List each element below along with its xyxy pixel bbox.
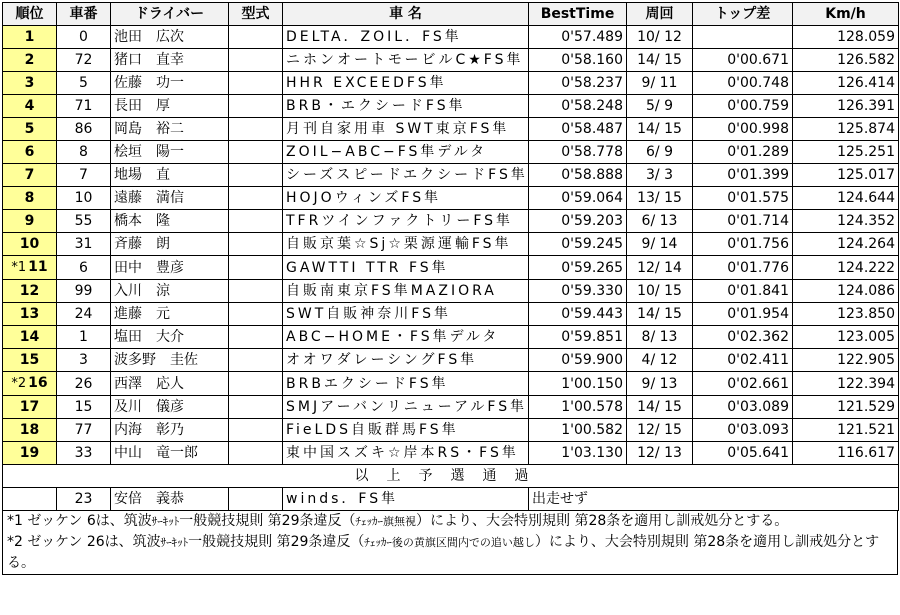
table-row: [3, 396, 899, 419]
status-cell: 出走せず: [529, 488, 899, 511]
model-cell: [229, 396, 283, 419]
speed-cell: 124.222: [793, 256, 899, 280]
driver-cell: 入川 涼: [111, 280, 229, 303]
position-cell: [3, 349, 57, 372]
laps-cell: 9/ 13: [627, 372, 693, 396]
position-value: 19: [19, 445, 40, 461]
model-cell: [229, 256, 283, 280]
position-cell: [3, 442, 57, 465]
gap-cell: 0'01.776: [693, 256, 793, 280]
position-value: 10: [19, 236, 40, 252]
best-time-cell: 0'59.064: [529, 187, 627, 210]
best-time-cell: 0'58.160: [529, 49, 627, 72]
gap-cell: 0'03.093: [693, 419, 793, 442]
column-header: 型式: [229, 3, 283, 26]
speed-cell: 123.850: [793, 303, 899, 326]
car-name-cell: winds．FS隼: [283, 488, 529, 511]
car-name-cell: 東中国スズキ☆岸本RS・FS隼: [283, 442, 529, 465]
position-cell: [3, 187, 57, 210]
car-name-cell: TFRツインファクトリーFS隼: [283, 210, 529, 233]
best-time-cell: 0'58.237: [529, 72, 627, 95]
gap-cell: 0'01.289: [693, 141, 793, 164]
position-cell: [3, 419, 57, 442]
model-cell: [229, 326, 283, 349]
position-cell: [3, 26, 57, 49]
note-text: 一般競技規則 第29条違反（: [179, 513, 356, 529]
model-cell: [229, 72, 283, 95]
best-time-cell: 0'58.487: [529, 118, 627, 141]
car-number-cell: 1: [57, 326, 111, 349]
car-name-cell: 月刊自家用車 SWT東京FS隼: [283, 118, 529, 141]
position-value: 17: [19, 399, 40, 415]
best-time-cell: 0'59.851: [529, 326, 627, 349]
car-name-cell: ZOIL−ABC−FS隼デルタ: [283, 141, 529, 164]
position-cell: [3, 49, 57, 72]
laps-cell: 8/ 13: [627, 326, 693, 349]
position-value: 2: [24, 52, 35, 68]
speed-cell: 122.905: [793, 349, 899, 372]
driver-cell: 佐藤 功一: [111, 72, 229, 95]
laps-cell: 13/ 15: [627, 187, 693, 210]
position-value: 4: [24, 98, 35, 114]
column-header: BestTime: [529, 3, 627, 26]
driver-cell: 及川 儀彦: [111, 396, 229, 419]
column-header: ドライバー: [111, 3, 229, 26]
car-number-cell: 8: [57, 141, 111, 164]
position-value: 8: [24, 190, 35, 206]
table-row: [3, 442, 899, 465]
table-row: [3, 72, 899, 95]
model-cell: [229, 26, 283, 49]
best-time-cell: 0'59.443: [529, 303, 627, 326]
table-row: [3, 349, 899, 372]
car-name-cell: 自販京葉☆Sj☆栗源運輸FS隼: [283, 233, 529, 256]
driver-cell: 波多野 圭佐: [111, 349, 229, 372]
position-cell: [3, 210, 57, 233]
laps-cell: 12/ 13: [627, 442, 693, 465]
car-number-cell: 72: [57, 49, 111, 72]
laps-cell: 12/ 14: [627, 256, 693, 280]
laps-cell: 9/ 11: [627, 72, 693, 95]
driver-cell: 中山 竜一郎: [111, 442, 229, 465]
position-cell: [3, 280, 57, 303]
car-number-cell: 15: [57, 396, 111, 419]
speed-cell: 121.521: [793, 419, 899, 442]
position-value: 18: [19, 422, 40, 438]
speed-cell: 123.005: [793, 326, 899, 349]
model-cell: [229, 349, 283, 372]
position-cell: [3, 164, 57, 187]
car-number-cell: 31: [57, 233, 111, 256]
speed-cell: 124.264: [793, 233, 899, 256]
car-number-cell: 33: [57, 442, 111, 465]
position-cell: [3, 256, 57, 280]
model-cell: [229, 210, 283, 233]
position-cell: [3, 396, 57, 419]
position-value: 6: [24, 144, 35, 160]
table-row: [3, 372, 899, 396]
penalty-note: [7, 511, 897, 532]
best-time-cell: 0'59.900: [529, 349, 627, 372]
best-time-cell: 0'58.778: [529, 141, 627, 164]
driver-cell: 猪口 直幸: [111, 49, 229, 72]
car-name-cell: BRBエクシードFS隼: [283, 372, 529, 396]
best-time-cell: 0'59.265: [529, 256, 627, 280]
position-cell: [3, 118, 57, 141]
qualified-label: 以上予選通過: [3, 465, 899, 488]
car-number-cell: 3: [57, 349, 111, 372]
car-name-cell: SMJアーバンリニューアルFS隼: [283, 396, 529, 419]
speed-cell: 122.394: [793, 372, 899, 396]
gap-cell: 0'00.759: [693, 95, 793, 118]
position-value: 3: [24, 75, 35, 91]
table-row: [3, 233, 899, 256]
table-row: [3, 141, 899, 164]
speed-cell: 121.529: [793, 396, 899, 419]
position-value: 15: [19, 352, 40, 368]
position-value: 7: [24, 167, 35, 183]
dns-row: [3, 488, 899, 511]
note-text: *1 ゼッケン 6は、筑波: [7, 513, 152, 529]
speed-cell: 125.874: [793, 118, 899, 141]
car-number-cell: 26: [57, 372, 111, 396]
penalty-note-mark: *2: [11, 376, 27, 391]
speed-cell: 116.617: [793, 442, 899, 465]
note-text: *2 ゼッケン 26は、筑波: [7, 534, 161, 550]
speed-cell: 126.391: [793, 95, 899, 118]
gap-cell: 0'00.748: [693, 72, 793, 95]
car-number-cell: 71: [57, 95, 111, 118]
model-cell: [229, 95, 283, 118]
gap-cell: 0'01.756: [693, 233, 793, 256]
car-name-cell: SWT自販神奈川FS隼: [283, 303, 529, 326]
column-header: 順位: [3, 3, 57, 26]
gap-cell: 0'01.575: [693, 187, 793, 210]
table-row: [3, 26, 899, 49]
position-cell: [3, 488, 57, 511]
model-cell: [229, 141, 283, 164]
speed-cell: 128.059: [793, 26, 899, 49]
car-number-cell: 77: [57, 419, 111, 442]
note-text: ｻｰｷｯﾄ: [160, 536, 189, 549]
position-value: 5: [24, 121, 35, 137]
laps-cell: 6/ 9: [627, 141, 693, 164]
driver-cell: 内海 彰乃: [111, 419, 229, 442]
laps-cell: 14/ 15: [627, 303, 693, 326]
position-cell: [3, 303, 57, 326]
best-time-cell: 0'59.330: [529, 280, 627, 303]
table-row: [3, 303, 899, 326]
car-number-cell: 10: [57, 187, 111, 210]
best-time-cell: 1'00.578: [529, 396, 627, 419]
model-cell: [229, 303, 283, 326]
laps-cell: 9/ 14: [627, 233, 693, 256]
driver-cell: 安倍 義恭: [111, 488, 229, 511]
speed-cell: 124.352: [793, 210, 899, 233]
position-value: 16: [28, 375, 48, 391]
best-time-cell: 0'59.245: [529, 233, 627, 256]
laps-cell: 14/ 15: [627, 118, 693, 141]
laps-cell: 10/ 12: [627, 26, 693, 49]
gap-cell: 0'01.954: [693, 303, 793, 326]
car-name-cell: ニホンオートモービルC★FS隼: [283, 49, 529, 72]
gap-cell: 0'05.641: [693, 442, 793, 465]
position-cell: [3, 141, 57, 164]
model-cell: [229, 49, 283, 72]
gap-cell: 0'02.661: [693, 372, 793, 396]
model-cell: [229, 372, 283, 396]
car-number-cell: 99: [57, 280, 111, 303]
car-name-cell: オオワダレーシングFS隼: [283, 349, 529, 372]
best-time-cell: 0'59.203: [529, 210, 627, 233]
table-row: [3, 164, 899, 187]
notes-section: [2, 511, 898, 575]
column-header: 周回: [627, 3, 693, 26]
position-value: 13: [19, 306, 40, 322]
speed-cell: 124.086: [793, 280, 899, 303]
driver-cell: 斉藤 朗: [111, 233, 229, 256]
driver-cell: 田中 豊彦: [111, 256, 229, 280]
note-text: ｻｰｷｯﾄ: [151, 515, 180, 528]
car-number-cell: 5: [57, 72, 111, 95]
position-cell: [3, 95, 57, 118]
driver-cell: 橋本 隆: [111, 210, 229, 233]
speed-cell: 126.414: [793, 72, 899, 95]
driver-cell: 桧垣 陽一: [111, 141, 229, 164]
model-cell: [229, 419, 283, 442]
laps-cell: 3/ 3: [627, 164, 693, 187]
gap-cell: [693, 26, 793, 49]
model-cell: [229, 187, 283, 210]
best-time-cell: 1'00.582: [529, 419, 627, 442]
model-cell: [229, 118, 283, 141]
best-time-cell: 1'03.130: [529, 442, 627, 465]
car-name-cell: シーズスピードエクシードFS隼: [283, 164, 529, 187]
note-text: ）により、大会特別規則 第28条を適用し訓戒処分とする。: [416, 513, 789, 529]
car-number-cell: 0: [57, 26, 111, 49]
column-header: 車番: [57, 3, 111, 26]
results-table: [2, 2, 899, 511]
speed-cell: 124.644: [793, 187, 899, 210]
position-value: 14: [19, 329, 40, 345]
car-number-cell: 55: [57, 210, 111, 233]
car-name-cell: DELTA．ZOIL．FS隼: [283, 26, 529, 49]
table-row: [3, 280, 899, 303]
best-time-cell: 0'58.888: [529, 164, 627, 187]
position-cell: [3, 326, 57, 349]
driver-cell: 塩田 大介: [111, 326, 229, 349]
laps-cell: 14/ 15: [627, 396, 693, 419]
gap-cell: 0'03.089: [693, 396, 793, 419]
gap-cell: 0'01.714: [693, 210, 793, 233]
car-number-cell: 24: [57, 303, 111, 326]
model-cell: [229, 280, 283, 303]
note-text: 一般競技規則 第29条違反（: [188, 534, 365, 550]
car-name-cell: HHR EXCEEDFS隼: [283, 72, 529, 95]
car-name-cell: ABC−HOME・FS隼デルタ: [283, 326, 529, 349]
column-header: 車 名: [283, 3, 529, 26]
penalty-note-mark: *1: [11, 260, 27, 275]
best-time-cell: 1'00.150: [529, 372, 627, 396]
best-time-cell: 0'58.248: [529, 95, 627, 118]
laps-cell: 5/ 9: [627, 95, 693, 118]
driver-cell: 池田 広次: [111, 26, 229, 49]
speed-cell: 126.582: [793, 49, 899, 72]
note-text: ﾁｪｯｶｰ後の黄旗区間内での追い越し: [364, 536, 535, 549]
position-value: 11: [28, 259, 48, 275]
car-name-cell: FieLDS自販群馬FS隼: [283, 419, 529, 442]
car-name-cell: GAWTTI TTR FS隼: [283, 256, 529, 280]
laps-cell: 4/ 12: [627, 349, 693, 372]
column-header: トップ差: [693, 3, 793, 26]
driver-cell: 岡島 裕二: [111, 118, 229, 141]
gap-cell: 0'01.399: [693, 164, 793, 187]
gap-cell: 0'00.998: [693, 118, 793, 141]
model-cell: [229, 488, 283, 511]
header-row: [3, 3, 899, 26]
car-number-cell: 86: [57, 118, 111, 141]
car-name-cell: 自販南東京FS隼MAZIORA: [283, 280, 529, 303]
table-row: [3, 210, 899, 233]
column-header: Km/h: [793, 3, 899, 26]
gap-cell: 0'01.841: [693, 280, 793, 303]
position-value: 12: [19, 283, 40, 299]
driver-cell: 長田 厚: [111, 95, 229, 118]
position-cell: [3, 372, 57, 396]
table-row: [3, 95, 899, 118]
position-value: 1: [24, 29, 35, 45]
car-name-cell: HOJOウィンズFS隼: [283, 187, 529, 210]
driver-cell: 地場 直: [111, 164, 229, 187]
table-row: [3, 256, 899, 280]
gap-cell: 0'00.671: [693, 49, 793, 72]
model-cell: [229, 442, 283, 465]
table-row: [3, 187, 899, 210]
table-row: [3, 49, 899, 72]
results-sheet: [2, 2, 898, 575]
model-cell: [229, 233, 283, 256]
model-cell: [229, 164, 283, 187]
qualified-separator-row: [3, 465, 899, 488]
speed-cell: 125.251: [793, 141, 899, 164]
position-value: 9: [24, 213, 35, 229]
car-number-cell: 23: [57, 488, 111, 511]
laps-cell: 14/ 15: [627, 49, 693, 72]
laps-cell: 10/ 15: [627, 280, 693, 303]
note-text: ﾁｪｯｶｰ旗無視: [355, 515, 416, 528]
car-number-cell: 7: [57, 164, 111, 187]
position-cell: [3, 233, 57, 256]
best-time-cell: 0'57.489: [529, 26, 627, 49]
driver-cell: 西澤 応人: [111, 372, 229, 396]
position-cell: [3, 72, 57, 95]
gap-cell: 0'02.411: [693, 349, 793, 372]
car-name-cell: BRB・エクシードFS隼: [283, 95, 529, 118]
car-number-cell: 6: [57, 256, 111, 280]
table-row: [3, 326, 899, 349]
laps-cell: 12/ 15: [627, 419, 693, 442]
laps-cell: 6/ 13: [627, 210, 693, 233]
penalty-note: [7, 532, 897, 574]
table-row: [3, 118, 899, 141]
speed-cell: 125.017: [793, 164, 899, 187]
driver-cell: 進藤 元: [111, 303, 229, 326]
results-body: [3, 26, 899, 511]
driver-cell: 遠藤 満信: [111, 187, 229, 210]
gap-cell: 0'02.362: [693, 326, 793, 349]
note-text: ）により、大会特別規則 第28条を適用し訓戒処分とする。: [7, 534, 880, 571]
table-row: [3, 419, 899, 442]
